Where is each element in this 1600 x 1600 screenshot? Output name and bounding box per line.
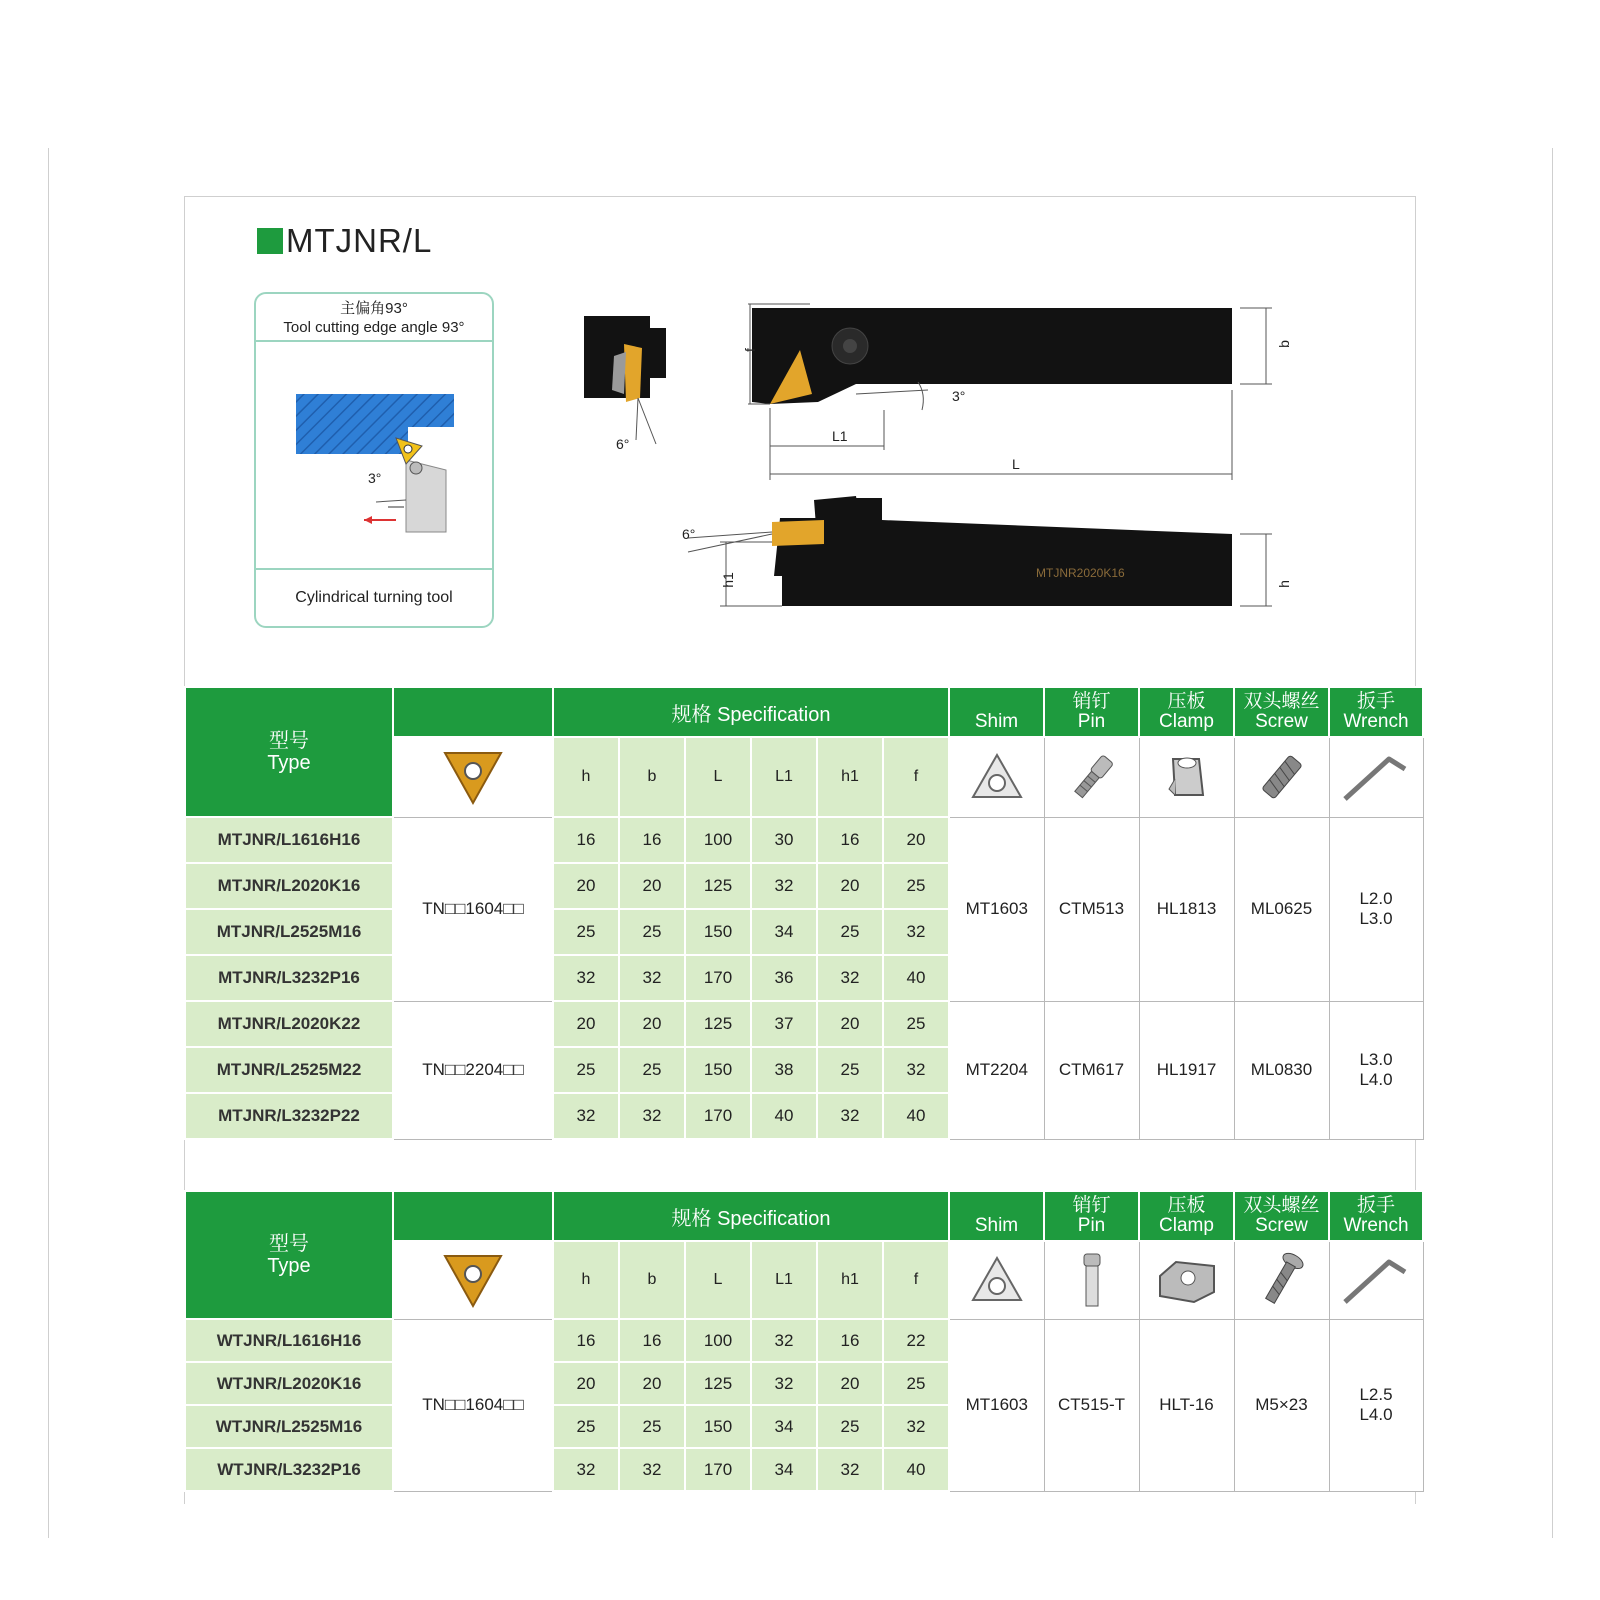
dim-label-b: b [1275,340,1292,348]
product-title [257,222,432,260]
col-L-header: L [685,737,751,817]
spec-value-cell: 25 [817,1405,883,1448]
pin-icon [1064,749,1120,805]
col-h-header: h [553,737,619,817]
wrench-size-1: L2.0 [1359,889,1393,908]
insert-code-cell: TN□□2204□□ [393,1001,553,1139]
spec-value-cell: 32 [817,1093,883,1139]
wrench-size-2: L4.0 [1359,1405,1393,1424]
dim-label-f: f [741,348,758,352]
spec-value-cell: 32 [751,1319,817,1362]
wrench-size-1: L3.0 [1359,1050,1393,1069]
spec-value-cell: 20 [553,863,619,909]
spec-value-cell: 34 [751,909,817,955]
wrench-code-cell [1329,817,1423,1001]
dim-label-6deg-side: 6° [616,436,630,452]
spec-value-cell: 32 [883,909,949,955]
hex-wrench-icon [1341,1252,1411,1308]
spec-value-cell: 150 [685,909,751,955]
angle-label: 3° [368,470,382,486]
spec-value-cell: 36 [751,955,817,1001]
wrench-size-2: L3.0 [1359,909,1393,928]
shim-code-cell: MT1603 [949,817,1044,1001]
spec-value-cell: 20 [817,1001,883,1047]
spec-value-cell: 16 [817,1319,883,1362]
clamp-icon [1159,749,1215,805]
spec-value-cell: 16 [619,1319,685,1362]
spec-value-cell: 20 [553,1001,619,1047]
type-cell: WTJNR/L1616H16 [185,1319,393,1362]
type-cell: WTJNR/L3232P16 [185,1448,393,1491]
col-h-header: h [553,1241,619,1319]
spec-value-cell: 100 [685,817,751,863]
spec-value-cell: 32 [553,1093,619,1139]
screw-code-cell: ML0830 [1234,1001,1329,1139]
spec-value-cell: 25 [553,1047,619,1093]
screw-code-cell: M5×23 [1234,1319,1329,1491]
pin-header-en: Pin [1077,711,1106,732]
left-frame-line [48,148,49,1538]
type-header-en: Type [267,752,311,774]
tool-drawing [560,290,1320,630]
shim-header [949,687,1044,737]
spec-value-cell: 100 [685,1319,751,1362]
wrench-code-cell [1329,1001,1423,1139]
col-h1-header: h1 [817,1241,883,1319]
spec-value-cell: 25 [553,1405,619,1448]
type-cell: WTJNR/L2020K16 [185,1362,393,1405]
spec-value-cell: 20 [817,1362,883,1405]
pin-image-cell [1044,737,1139,817]
clamp-header-en: Clamp [1159,711,1214,732]
type-header [185,687,393,817]
angle-card-header [256,294,492,342]
clamp-image-cell [1139,1241,1234,1319]
screw-header [1234,1191,1329,1241]
clamp-header [1139,1191,1234,1241]
table-row [185,1319,1423,1362]
col-L-header: L [685,1241,751,1319]
spec-value-cell: 32 [817,955,883,1001]
spec-value-cell: 25 [619,909,685,955]
spec-value-cell: 25 [817,909,883,955]
dim-label-L: L [1012,456,1020,472]
spec-value-cell: 30 [751,817,817,863]
spec-value-cell: 32 [619,955,685,1001]
pin-code-cell: CTM513 [1044,817,1139,1001]
wrench-header [1329,1191,1423,1241]
angle-en: Tool cutting edge angle 93° [283,319,465,336]
screw-header-en: Screw [1255,1215,1308,1236]
spec-value-cell: 20 [553,1362,619,1405]
wrench-header-cn: 扳手 [1356,1195,1395,1216]
spec-value-cell: 40 [883,955,949,1001]
pin-header [1044,687,1139,737]
spec-value-cell: 25 [817,1047,883,1093]
spec-value-cell: 150 [685,1405,751,1448]
type-cell: MTJNR/L3232P16 [185,955,393,1001]
spec-value-cell: 32 [619,1448,685,1491]
triangle-insert-icon [441,747,505,807]
spec-value-cell: 25 [619,1405,685,1448]
spec-value-cell: 125 [685,1362,751,1405]
type-cell: MTJNR/L2525M16 [185,909,393,955]
shim-code-cell: MT2204 [949,1001,1044,1139]
shim-image-cell [949,1241,1044,1319]
wrench-image-cell [1329,1241,1423,1319]
spec-header: 规格 Specification [553,687,949,737]
col-L1-header: L1 [751,1241,817,1319]
spec-value-cell: 150 [685,1047,751,1093]
pin-image-cell [1044,1241,1139,1319]
screw-code-cell: ML0625 [1234,817,1329,1001]
spec-value-cell: 32 [619,1093,685,1139]
spec-value-cell: 20 [619,1001,685,1047]
spec-value-cell: 16 [619,817,685,863]
type-cell: MTJNR/L2020K16 [185,863,393,909]
col-L1-header: L1 [751,737,817,817]
spec-value-cell: 32 [883,1047,949,1093]
cutting-angle-card [254,292,494,628]
screw-header-cn: 双头螺丝 [1243,691,1320,712]
shim-icon [969,1254,1025,1306]
table-row [185,817,1423,863]
triangle-insert-icon [441,1250,505,1310]
wrench-header-cn: 扳手 [1356,691,1395,712]
shim-image-cell [949,737,1044,817]
screw-header-cn: 双头螺丝 [1243,1195,1320,1216]
spec-value-cell: 37 [751,1001,817,1047]
spec-value-cell: 170 [685,1093,751,1139]
screw-icon [1254,749,1310,805]
wrench-code-cell [1329,1319,1423,1491]
screw-header-en: Screw [1255,711,1308,732]
spec-value-cell: 125 [685,1001,751,1047]
spec-value-cell: 20 [817,863,883,909]
insert-header [393,1191,553,1241]
spec-value-cell: 34 [751,1405,817,1448]
spec-value-cell: 25 [553,909,619,955]
spec-value-cell: 125 [685,863,751,909]
spec-value-cell: 25 [883,863,949,909]
spec-value-cell: 32 [817,1448,883,1491]
shim-header-en: Shim [974,711,1019,732]
right-frame-line [1552,148,1553,1538]
wrench-header-en: Wrench [1343,1215,1409,1236]
type-header-cn: 型号 [269,1233,309,1255]
spec-header: 规格 Specification [553,1191,949,1241]
dim-label-h: h [1275,580,1292,588]
type-cell: MTJNR/L2020K22 [185,1001,393,1047]
pin-code-cell: CTM617 [1044,1001,1139,1139]
wrench-header [1329,687,1423,737]
col-f-header: f [883,1241,949,1319]
spec-value-cell: 32 [751,863,817,909]
col-b-header: b [619,1241,685,1319]
spec-value-cell: 40 [883,1448,949,1491]
spec-value-cell: 25 [883,1362,949,1405]
spec-value-cell: 32 [883,1405,949,1448]
type-header [185,1191,393,1319]
wrench-size-2: L4.0 [1359,1070,1393,1089]
pin-header [1044,1191,1139,1241]
clamp-header-cn: 压板 [1167,691,1206,712]
clamp-code-cell: HLT-16 [1139,1319,1234,1491]
dim-label-6deg-bottom: 6° [682,526,696,542]
insert-code-cell: TN□□1604□□ [393,817,553,1001]
angle-cn: 主偏角93° [340,300,408,317]
shim-code-cell: MT1603 [949,1319,1044,1491]
spec-value-cell: 32 [751,1362,817,1405]
clamp-header-en: Clamp [1159,1215,1214,1236]
col-b-header: b [619,737,685,817]
dim-label-L1: L1 [832,428,848,444]
spec-value-cell: 20 [619,863,685,909]
type-header-en: Type [267,1255,311,1277]
spec-value-cell: 40 [751,1093,817,1139]
insert-image-cell [393,737,553,817]
shim-icon [969,751,1025,803]
spec-value-cell: 40 [883,1093,949,1139]
spec-value-cell: 16 [553,1319,619,1362]
type-cell: WTJNR/L2525M16 [185,1405,393,1448]
insert-header [393,687,553,737]
spec-value-cell: 25 [883,1001,949,1047]
turning-diagram [256,342,492,572]
spec-value-cell: 38 [751,1047,817,1093]
type-cell: MTJNR/L2525M22 [185,1047,393,1093]
tool-side-view [688,496,1272,606]
insert-image-cell [393,1241,553,1319]
wrench-header-en: Wrench [1343,711,1409,732]
wrench-size-1: L2.5 [1359,1385,1393,1404]
spec-table-1 [184,686,1424,1140]
hex-wrench-icon [1341,749,1411,805]
tool-end-view [584,316,666,444]
spec-value-cell: 25 [619,1047,685,1093]
clamp-code-cell: HL1917 [1139,1001,1234,1139]
clamp-header-cn: 压板 [1167,1195,1206,1216]
type-cell: MTJNR/L3232P22 [185,1093,393,1139]
clamp-icon [1154,1252,1220,1308]
shim-header-en: Shim [974,1215,1019,1236]
spec-value-cell: 34 [751,1448,817,1491]
screw-image-cell [1234,737,1329,817]
spec-value-cell: 170 [685,1448,751,1491]
col-h1-header: h1 [817,737,883,817]
spec-value-cell: 32 [553,955,619,1001]
screw-icon [1254,1250,1310,1310]
clamp-header [1139,687,1234,737]
pin-header-cn: 销钉 [1072,1195,1111,1216]
spec-value-cell: 20 [883,817,949,863]
screw-header [1234,687,1329,737]
pin-header-cn: 销钉 [1072,691,1111,712]
clamp-code-cell: HL1813 [1139,817,1234,1001]
spec-value-cell: 16 [817,817,883,863]
insert-code-cell: TN□□1604□□ [393,1319,553,1491]
type-header-cn: 型号 [269,730,309,752]
clamp-image-cell [1139,737,1234,817]
dim-label-h1: h1 [719,572,736,588]
spec-value-cell: 22 [883,1319,949,1362]
wrench-image-cell [1329,737,1423,817]
pin-code-cell: CT515-T [1044,1319,1139,1491]
pin-header-en: Pin [1077,1215,1106,1236]
table-row [185,1001,1423,1047]
title-square-icon [257,228,283,254]
tool-top-view [748,304,1272,480]
col-f-header: f [883,737,949,817]
tool-engraving: MTJNR2020K16 [1036,566,1125,580]
angle-card-footer: Cylindrical turning tool [256,568,492,626]
spec-value-cell: 16 [553,817,619,863]
dim-label-3deg: 3° [952,388,966,404]
spec-value-cell: 170 [685,955,751,1001]
spec-value-cell: 20 [619,1362,685,1405]
screw-image-cell [1234,1241,1329,1319]
spec-value-cell: 32 [553,1448,619,1491]
title-text: MTJNR/L [286,222,433,259]
pin-icon [1072,1250,1112,1310]
type-cell: MTJNR/L1616H16 [185,817,393,863]
spec-table-2 [184,1190,1424,1492]
shim-header [949,1191,1044,1241]
